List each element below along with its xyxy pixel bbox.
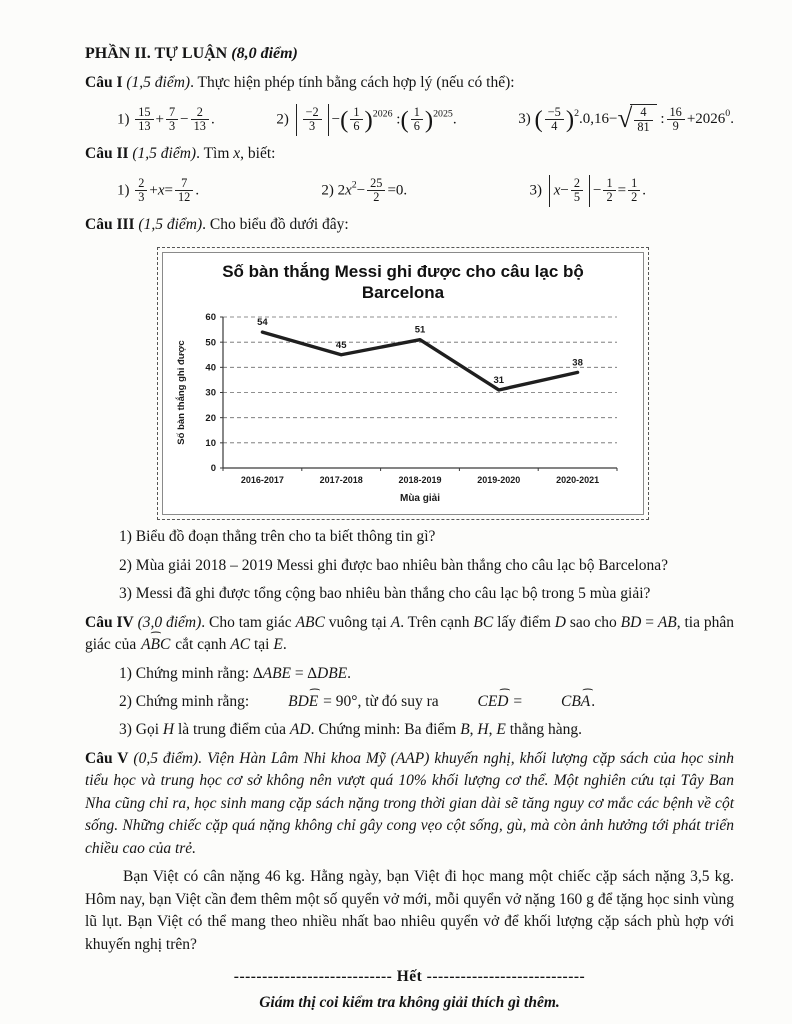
svg-text:40: 40 bbox=[205, 362, 216, 374]
chart-question-2: 2) Mùa giải 2018 – 2019 Messi ghi được bao nhiêu bàn thắng cho câu lạc bộ Barcelona? bbox=[119, 556, 669, 574]
chart-frame bbox=[157, 247, 649, 521]
svg-text:50: 50 bbox=[205, 337, 216, 349]
chart-question-3: 3) Messi đã ghi được tổng cộng bao nhiêu bàn thắng cho câu lạc bộ trong 5 mùa giải? bbox=[119, 585, 651, 603]
svg-text:45: 45 bbox=[335, 339, 347, 351]
end-dashes-right: ---------------------------- bbox=[426, 968, 586, 986]
chart-title-line2: Barcelona bbox=[361, 282, 445, 302]
svg-text:2020-2021: 2020-2021 bbox=[556, 475, 600, 486]
svg-text:2017-2018: 2017-2018 bbox=[319, 475, 363, 486]
cau4-item-2: 2) Chứng minh rằng: ⌢ BDE = 90°, từ đó suy ra ⌢ CED = ⌢ CBA. bbox=[85, 691, 734, 713]
svg-text:Mùa giải: Mùa giải bbox=[399, 493, 441, 505]
cau3-header bbox=[85, 214, 734, 236]
section-heading bbox=[85, 42, 734, 65]
cau5-body bbox=[85, 748, 734, 860]
cau2-expression-3: 3) x− $\frac{2}{5}$ − $\frac{1}{2}$ = $\frac{1}{2}$ . bbox=[529, 175, 646, 208]
cau2-expression-2: 2) $2x^2-$ $\frac{25}{2}$ =0. bbox=[321, 175, 408, 205]
svg-text:51: 51 bbox=[414, 324, 426, 336]
end-divider bbox=[85, 966, 734, 988]
end-label: Hết bbox=[396, 968, 423, 986]
cau5-problem-text: Bạn Việt có cân nặng 46 kg. Hằng ngày, bạn Việt đi học mang một chiếc cặp sách nặng 3,5 kg. Hôm nay, bạn Việt cần đem thêm một số quyển vở mới, mỗi quyển vở nặng 160 g để tặng học sinh vùng lũ lụt. Bạn Việt có thể mang theo nhiều nhất bao nhiêu quyển vở để khối lượng cặp sách phù hợp với khuyến nghị trên? bbox=[85, 868, 734, 953]
cau1-expression-row bbox=[85, 104, 734, 137]
cau4-label: Câu IV bbox=[85, 613, 134, 631]
cau2-expression-1: 1) $\frac{2}{3}$ +x= $\frac{7}{12}$ . bbox=[117, 175, 200, 205]
cau3-label: Câu III bbox=[85, 216, 135, 234]
chart-container bbox=[162, 252, 644, 516]
svg-text:38: 38 bbox=[572, 357, 583, 369]
svg-text:0: 0 bbox=[210, 463, 216, 475]
cau5-label: Câu V bbox=[85, 749, 129, 767]
section-title: PHẦN II. TỰ LUẬN bbox=[85, 45, 228, 62]
svg-text:54: 54 bbox=[257, 317, 268, 329]
svg-text:10: 10 bbox=[205, 438, 216, 450]
cau5-points: (0,5 điểm). bbox=[133, 749, 203, 767]
proctor-note: Giám thị coi kiểm tra không giải thích gì thêm. bbox=[259, 993, 560, 1011]
end-dashes-left: ---------------------------- bbox=[233, 968, 393, 986]
svg-text:Số bàn thắng ghi được: Số bàn thắng ghi được bbox=[176, 340, 187, 445]
cau2-intro: . Tìm x, biết: bbox=[196, 145, 276, 163]
svg-text:20: 20 bbox=[205, 413, 216, 425]
cau4-item-3: 3) Gọi H là trung điểm của AD. Chứng minh: Ba điểm B, H, E thẳng hàng. bbox=[119, 721, 583, 739]
svg-text:2019-2020: 2019-2020 bbox=[477, 475, 521, 486]
cau1-expression-2: 2) $\frac{-2}{3}$ −( $\frac{1}{6}$ )$^{2026}$ :( $\frac{1}{6}$ )$^{2025}$. bbox=[276, 104, 456, 137]
cau4-points: (3,0 điểm) bbox=[137, 613, 202, 631]
cau1-expression-1: 1) $\frac{15}{13}$ + $\frac{7}{3}$ − $\frac{2}{13}$ . bbox=[117, 104, 215, 134]
cau4-text: . Cho tam giác ABC vuông tại A. Trên cạnh BC lấy điểm D sao cho BD = AB, tia phân giác của ⌢ ABC cắt cạnh AC tại E. bbox=[85, 614, 734, 653]
cau1-expression-3: 3) ( $\frac{-5}{4}$ )$^2$.0,16−√ $\frac{4}{81}$ : $\frac{16}{9}$ $+2026^0$. bbox=[518, 103, 734, 134]
svg-text:31: 31 bbox=[493, 375, 505, 387]
cau1-points: (1,5 điểm) bbox=[126, 74, 191, 92]
cau2-header bbox=[85, 143, 734, 165]
cau4-body bbox=[85, 612, 734, 657]
cau1-label: Câu I bbox=[85, 74, 123, 92]
chart-title bbox=[169, 261, 637, 304]
cau2-points: (1,5 điểm) bbox=[132, 145, 197, 163]
svg-text:30: 30 bbox=[205, 387, 216, 399]
cau2-label: Câu II bbox=[85, 145, 129, 163]
svg-text:2016-2017: 2016-2017 bbox=[240, 475, 284, 486]
cau1-header bbox=[85, 72, 734, 94]
cau5-advisory-text: Viện Hàn Lâm Nhi khoa Mỹ (AAP) khuyến nghị, khối lượng cặp sách của học sinh tiểu học và trung học cơ sở không nên vượt quá 10% khối lượng cơ thể. Một nghiên cứu tại Tây Ban Nha cũng chỉ ra, học sinh mang cặp sách nặng trong thời gian dài sẽ tăng nguy cơ mắc các bệnh về cột sống. Những chiếc cặp quá nặng không chỉ gây cong vẹo cột sống, gù, mà còn ảnh hưởng tới phát triển chiều cao của trẻ. bbox=[85, 749, 735, 857]
cau2-expression-row bbox=[85, 175, 734, 208]
svg-text:60: 60 bbox=[205, 312, 216, 324]
cau3-points: (1,5 điểm) bbox=[138, 216, 203, 234]
cau4-item-1: 1) Chứng minh rằng: ∆ABE = ∆DBE. bbox=[119, 664, 352, 682]
cau3-intro: . Cho biểu đồ dưới đây: bbox=[202, 216, 349, 234]
chart-question-1: 1) Biểu đồ đoạn thẳng trên cho ta biết thông tin gì? bbox=[119, 528, 436, 546]
section-points: (8,0 điểm) bbox=[231, 45, 298, 62]
cau1-intro: . Thực hiện phép tính bằng cách hợp lý (nếu có thể): bbox=[190, 74, 515, 92]
svg-text:2018-2019: 2018-2019 bbox=[398, 475, 442, 486]
goals-line-chart bbox=[173, 307, 633, 512]
chart-title-line1: Số bàn thắng Messi ghi được cho câu lạc bộ bbox=[222, 261, 584, 281]
